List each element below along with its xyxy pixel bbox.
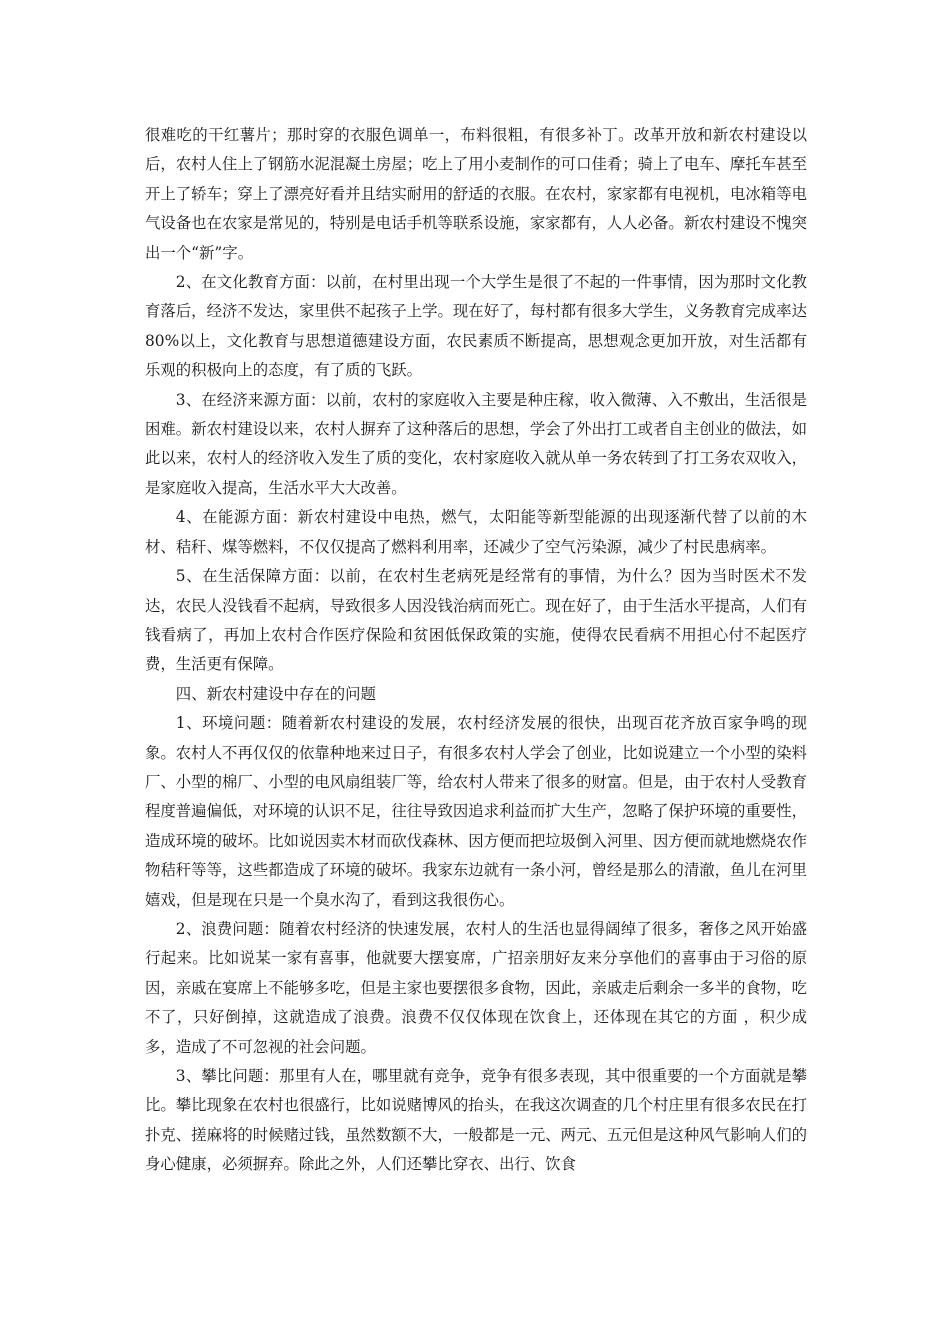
paragraph-comparison-problem: 3、攀比问题：那里有人在，哪里就有竞争，竞争有很多表现，其中很重要的一个方面就是攀比。攀比现象在农村也很盛行，比如说赌博风的抬头，在我这次调查的几个村庄里有很多农民在打扑克、搓麻将的时候赌过钱，虽然数额不大，一般都是一元、两元、五元但是这种风气影响人们的身心健康，必须摒弃。除此之外，人们还攀比穿衣、出行、饮食 — [145, 1067, 807, 1174]
section-heading-problems: 四、新农村建设中存在的问题 — [175, 684, 376, 703]
paragraph-energy: 4、在能源方面：新农村建设中电热，燃气，太阳能等新型能源的出现逐渐代替了以前的木材、秸秆、煤等燃料，不仅仅提高了燃料利用率，还减少了空气污染源，减少了村民患病率。 — [145, 508, 807, 556]
paragraph-environment-problem: 1、环境问题：随着新农村建设的发展，农村经济发展的很快，出现百花齐放百家争鸣的现象。农村人不再仅仅的依靠种地来过日子，有很多农村人学会了创业，比如说建立一个小型的染料厂、小型的棉厂、小型的电风扇组装厂等，给农村人带来了很多的财富。但是，由于农村人受教育程度普遍偏低，对环境的认识不足，往往导致因追求利益而扩大生产，忽略了保护环境的重要性，造成环境的破坏。比如说因卖木材而砍伐森林、因方便而把垃圾倒入河里、因方便而就地燃烧农作物秸秆等等，这些都造成了环境的破坏。我家东边就有一条小河，曾经是那么的清澈，鱼儿在河里嬉戏，但是现在只是一个臭水沟了，看到这我很伤心。 — [145, 714, 807, 909]
paragraph-living-conditions-continued: 很难吃的干红薯片；那时穿的衣服色调单一，布料很粗，有很多补丁。改革开放和新农村建设以后，农村人住上了钢筋水泥混凝土房屋；吃上了用小麦制作的可口佳肴；骑上了电车、摩托车甚至开上了轿车；穿上了漂亮好看并且结实耐用的舒适的衣服。在农村，家家都有电视机，电冰箱等电气设备也在农家是常见的，特别是电话手机等联系设施，家家都有，人人必备。新农村建设不愧突出一个“新”字。 — [145, 126, 807, 262]
paragraph-economic-income: 3、在经济来源方面：以前，农村的家庭收入主要是种庄稼，收入微薄、入不敷出，生活很是困难。新农村建设以来，农村人摒弃了这种落后的思想，学会了外出打工或者自主创业的做法，如此以来，农村人的经济收入发生了质的变化，农村家庭收入就从单一务农转到了打工务农双收入，是家庭收入提高，生活水平大大改善。 — [145, 390, 807, 497]
document-page — [145, 121, 807, 1180]
paragraph-waste-problem: 2、浪费问题：随着农村经济的快速发展，农村人的生活也显得阔绰了很多，奢侈之风开始盛行起来。比如说某一家有喜事，他就要大摆宴席，广招亲朋好友来分享他们的喜事由于习俗的原因，亲戚在宴席上不能够多吃，但是主家也要摆很多食物，因此，亲戚走后剩余一多半的食物，吃不了，只好倒掉，这就造成了浪费。浪费不仅仅体现在饮食上，还体现在其它的方面 ，积少成多，造成了不可忽视的社会问题。 — [145, 919, 807, 1056]
paragraph-culture-education: 2、在文化教育方面：以前，在村里出现一个大学生是很了不起的一件事情，因为那时文化教育落后，经济不发达，家里供不起孩子上学。现在好了，每村都有很多大学生，义务教育完成率达80%以上，文化教育与思想道德建设方面，农民素质不断提高，思想观念更加开放，对生活都有乐观的积极向上的态度，有了质的飞跃。 — [145, 273, 807, 380]
paragraph-life-security: 5、在生活保障方面：以前，在农村生老病死是经常有的事情，为什么？因为当时医术不发达，农民人没钱看不起病，导致很多人因没钱治病而死亡。现在好了，由于生活水平提高，人们有钱看病了，再加上农村合作医疗保险和贫困低保政策的实施，使得农民看病不用担心付不起医疗费，生活更有保障。 — [145, 567, 807, 674]
